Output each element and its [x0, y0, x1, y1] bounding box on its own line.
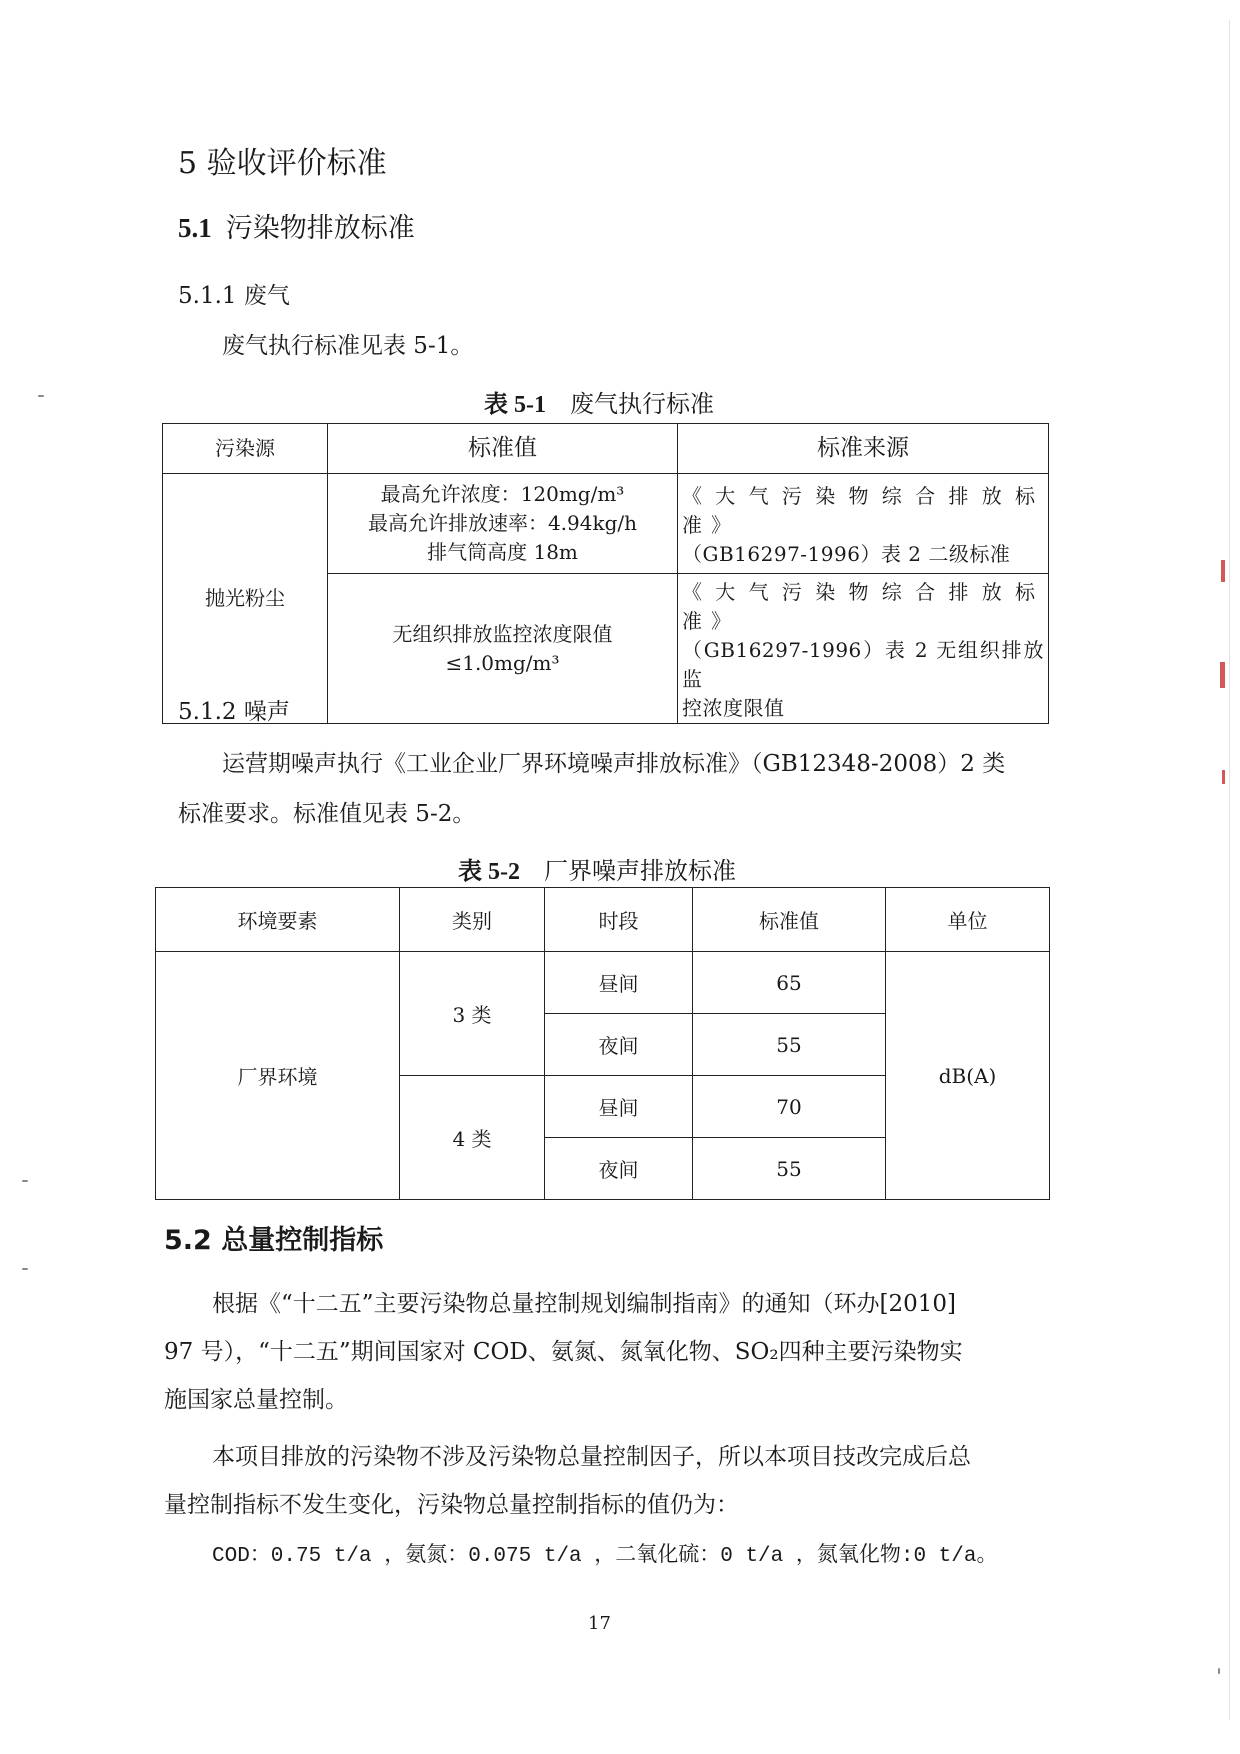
table-5-2-value-cell: 55: [693, 1138, 886, 1200]
paragraph-5-2-a-line: 施国家总量控制。: [164, 1387, 348, 1413]
table-5-2-value-cell: 65: [693, 952, 886, 1014]
table-5-2-value-cell: 55: [693, 1014, 886, 1076]
table-5-2-element-cell: 厂界环境: [156, 952, 400, 1200]
table-row: [156, 952, 1050, 1014]
table-5-1-row2-value-line: ≤1.0mg/m³: [445, 650, 560, 675]
table-5-1-caption: [484, 384, 714, 419]
table-5-2-header-element: 环境要素: [156, 888, 400, 952]
table-5-1-row1-standard: [678, 474, 1049, 574]
table-5-1-caption-number: 表 5-1: [484, 392, 546, 418]
table-5-2-category-cell: 4 类: [400, 1076, 545, 1200]
table-5-1-header-source: 污染源: [163, 424, 328, 474]
scan-speck-decoration: [1218, 1668, 1220, 1674]
table-5-2-header-category: 类别: [400, 888, 545, 952]
scan-mark-decoration: [1221, 560, 1225, 582]
table-5-2-value-cell: 70: [693, 1076, 886, 1138]
table-5-1-row2-standard-line: 控浓度限值: [682, 696, 785, 720]
paragraph-5-1-2-line: 运营期噪声执行《工业企业厂界环境噪声排放标准》（GB12348-2008）2 类: [222, 751, 1006, 777]
table-5-1-row2-values: [328, 574, 678, 724]
table-5-2-caption-title: 厂界噪声排放标准: [544, 857, 736, 885]
table-5-2-period-cell: 昼间: [545, 1076, 693, 1138]
table-5-1-caption-title: 废气执行标准: [570, 390, 714, 418]
paragraph-5-2-values: COD：0.75 t/a ，氨氮：0.075 t/a ，二氧化硫：0 t/a ，氮氧化物:0 t/a。: [212, 1545, 998, 1568]
table-5-2-header-period: 时段: [545, 888, 693, 952]
table-5-1-header-standard: 标准来源: [678, 424, 1049, 474]
table-5-1-row1-standard-line: （GB16297-1996）表 2 二级标准: [682, 542, 1011, 566]
table-5-2-caption-number: 表 5-2: [458, 859, 520, 885]
table-5-1-row1-value-line: 排气筒高度 18m: [427, 540, 578, 564]
section-5-2-heading: 5.2 总量控制指标: [164, 1225, 384, 1256]
page-number: 17: [588, 1613, 611, 1634]
table-5-1-source-cell: 抛光粉尘: [163, 474, 328, 724]
paragraph-5-2-b-line: 本项目排放的污染物不涉及污染物总量控制因子，所以本项目技改完成后总: [212, 1444, 971, 1470]
table-5-1-row2-standard: [678, 574, 1049, 724]
table-5-2-header-unit: 单位: [886, 888, 1050, 952]
paragraph-5-1-2-line: 标准要求。标准值见表 5-2。: [178, 801, 476, 827]
table-5-1-row2-standard-line: 《大气污染物综合排放标准》: [682, 580, 1044, 633]
table-5-2-period-cell: 夜间: [545, 1138, 693, 1200]
subsection-5-1-1-heading: 5.1.1 废气: [178, 283, 290, 309]
table-5-2-header-value: 标准值: [693, 888, 886, 952]
scan-mark-decoration: [1222, 770, 1225, 784]
table-5-2-unit-cell: dB(A): [886, 952, 1050, 1200]
table-5-1-row1-standard-line: 《大气污染物综合排放标准》: [682, 484, 1044, 537]
section-5-1-number: 5.1: [178, 213, 212, 243]
paragraph-5-2-b-line: 量控制指标不发生变化，污染物总量控制指标的值仍为：: [164, 1492, 739, 1518]
paragraph-5-1-1: 废气执行标准见表 5-1。: [222, 333, 474, 359]
subsection-5-1-2-heading: 5.1.2 噪声: [178, 699, 290, 725]
table-5-1-row2-standard-line: （GB16297-1996）表 2 无组织排放监: [682, 638, 1044, 691]
table-5-1-row2-value-line: 无组织排放监控浓度限值: [392, 621, 613, 646]
paragraph-5-2-a-line: 根据《“十二五”主要污染物总量控制规划编制指南》的通知（环办[2010]: [212, 1291, 956, 1317]
chapter-heading: 5 验收评价标准: [178, 146, 387, 181]
table-5-2-caption: [458, 851, 736, 886]
table-5-2-period-cell: 昼间: [545, 952, 693, 1014]
section-5-1-title: 污染物排放标准: [225, 213, 415, 244]
scan-mark-decoration: [1220, 662, 1225, 688]
table-5-2-category-cell: 3 类: [400, 952, 545, 1076]
scan-speck-decoration: [22, 1268, 28, 1270]
scan-speck-decoration: [38, 395, 44, 397]
table-5-1-row1-values: [328, 474, 678, 574]
table-5-1-row1-value-line: 最高允许浓度：120mg/m³: [380, 482, 625, 506]
table-5-2: [155, 887, 1050, 1200]
scan-edge-decoration: [1229, 20, 1230, 1720]
table-5-1-row1-value-line: 最高允许排放速率：4.94kg/h: [367, 511, 638, 535]
paragraph-5-2-a-line: 97 号），“十二五”期间国家对 COD、氨氮、氮氧化物、SO₂四种主要污染物实: [164, 1339, 963, 1365]
scan-speck-decoration: [22, 1180, 28, 1182]
table-5-1-header-value: 标准值: [328, 424, 678, 474]
table-5-2-period-cell: 夜间: [545, 1014, 693, 1076]
section-5-1-heading: [178, 206, 415, 245]
table-5-1: [162, 423, 1049, 724]
